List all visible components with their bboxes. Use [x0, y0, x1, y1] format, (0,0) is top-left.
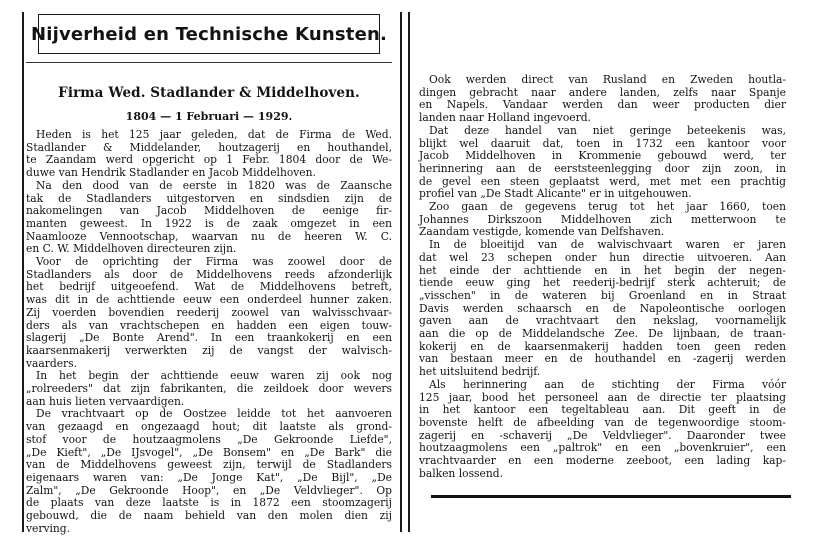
text-line: landen naar Holland ingevoerd.	[419, 111, 591, 125]
text-line: de gevel een steen geplaatst werd, met met een prachtig	[419, 174, 786, 188]
text-line: dat wel 23 schepen onder hun directie uitvoeren. Aan	[419, 250, 786, 264]
paragraph	[419, 125, 786, 201]
text-line: vaarders.	[26, 356, 78, 370]
text-line: in het kantoor een tegeltableau aan. Dit geeft in de	[419, 403, 786, 417]
text-line: houtzaagmolens een „paltrok" en een „bovenkruier", een	[419, 441, 786, 455]
text-line: nakomelingen van Jacob Middelhoven de eenige fir-	[26, 204, 392, 218]
text-line: de plaats van deze laatste is in 1872 een stoomzagerij	[26, 496, 392, 510]
text-line: vrachtvaarder en een moderne zeeboot, een lading kap-	[419, 454, 786, 468]
text-line: kokerij en de kaarsenmakerij hadden toen geen reden	[419, 339, 786, 353]
text-line: gaven aan de vrachtvaart den nekslag, voornamelijk	[419, 314, 786, 328]
article-title: Firma Wed. Stadlander & Middelhoven.	[58, 85, 360, 101]
column-divider-right	[408, 12, 410, 532]
text-line: duwe van Hendrik Stadlander en Jacob Middelhoven.	[26, 166, 316, 180]
text-line: „rolreeders" dat zijn fabrikanten, die zeildoek door wevers	[26, 382, 392, 396]
text-line: Als herinnering aan de stichting der Firma vóór	[429, 377, 786, 391]
text-line: Stadlanders als door de Middelhovens reeds afzonderlijk	[26, 267, 392, 281]
text-line: Voor de oprichting der Firma was zoowel door de	[36, 255, 392, 269]
text-line: van gezaagd en ongezaagd hout; dit laatste als grond-	[26, 420, 392, 434]
text-line: Zoo gaan de gegevens terug tot het jaar 1660, toen	[429, 200, 786, 214]
text-line: gebouwd, die de naam behield van den molen dien zij	[26, 509, 392, 523]
text-line: In het begin der achttiende eeuw waren zij ook nog	[36, 369, 392, 383]
dateline: 1804 — 1 Februari — 1929.	[125, 110, 293, 123]
header-divider	[26, 62, 392, 63]
text-line: „visschen" in de wateren bij Groenland en in Straat	[419, 288, 786, 302]
text-line: aan huis lieten vervaardigen.	[26, 394, 185, 408]
paragraph	[26, 370, 392, 408]
text-line: van bestaan meer en de houthandel en -zagerij werden	[419, 352, 786, 366]
text-line: Stadlander & Middelander, houtzagerij en houthandel,	[26, 140, 392, 154]
text-line: 125 jaar, bood het personeel aan de directie ter plaatsing	[419, 390, 786, 404]
left-column-border-left	[22, 12, 24, 532]
text-line: De vrachtvaart op de Oostzee leidde tot het aanvoeren	[36, 407, 392, 421]
text-line: het einde der achttiende en in het begin der negen-	[419, 263, 786, 277]
text-line: het uitsluitend bedrijf.	[419, 365, 541, 379]
text-line: Ook werden direct van Rusland en Zweden houtla-	[429, 73, 786, 86]
text-line: eigenaars waren van: „De Jonge Kat", „De Bijl", „De	[26, 470, 392, 484]
text-line: en Napels. Vandaar werden dan weer producten dier	[419, 98, 786, 112]
text-line: stof voor de houtzaagmolens „De Gekroonde Liefde",	[26, 432, 392, 446]
paragraph	[26, 256, 392, 370]
text-line: blijkt wel daaruit dat, toen in 1732 een kantoor voor	[419, 136, 786, 150]
text-line: In de bloeitijd van de walvischvaart waren er jaren	[429, 238, 786, 252]
paragraph	[26, 129, 392, 180]
text-line: slagerij „De Bonte Arend". In een traankokerij en een	[26, 331, 392, 345]
text-line: tak de Stadlanders uitgestorven en sindsdien zijn de	[26, 191, 392, 205]
text-line: verving.	[26, 521, 71, 535]
text-line: tiende eeuw ging het reederij-bedrijf sterk achteruit; de	[419, 276, 786, 290]
paragraph	[26, 180, 392, 256]
text-line: van de Middelhovens geweest zijn, terwijl de Stadlanders	[26, 458, 392, 472]
text-line: kaarsenmakerij verwerkten zij de vangst der walvisch-	[26, 343, 392, 357]
column-divider-left	[400, 12, 402, 532]
text-line: het bedrijf uitgeoefend. Wat de Middelhovens betreft,	[26, 280, 392, 294]
text-line: was dit in de achttiende eeuw een onderdeel hunner zaken.	[26, 293, 392, 307]
text-line: bovenste helft de afbeelding van de tegenwoordige stoom-	[419, 415, 786, 429]
paragraph	[419, 201, 786, 239]
left-article-body	[26, 129, 392, 536]
right-column	[419, 74, 786, 514]
text-line: Jacob Middelhoven in Krommenie gebouwd werd, ter	[419, 149, 786, 163]
text-line: Dat deze handel van niet geringe beteekenis was,	[429, 123, 786, 137]
text-line: Na den dood van de eerste in 1820 was de Zaansche	[36, 178, 392, 192]
text-line: balken lossend.	[419, 466, 503, 480]
text-line: dingen gebracht naar andere landen, zelfs naar Spanje	[419, 85, 786, 99]
section-title: Nijverheid en Technische Kunsten.	[38, 14, 380, 54]
text-line: „De Kieft", „De IJsvogel", „De Bonsem" en „De Bark" die	[26, 445, 392, 459]
text-line: te Zaandam werd opgericht op 1 Febr. 1804 door de We-	[26, 153, 392, 167]
text-line: Zaandam vestigde, komende van Delfshaven.	[419, 225, 665, 239]
paragraph	[26, 408, 392, 535]
text-line: zagerij en -schaverij „De Veldvlieger". Daaronder twee	[419, 428, 786, 442]
text-line: Zalm", „De Gekroonde Hoop", en „De Veldvlieger". Op	[26, 483, 392, 497]
text-line: en C. W. Middelhoven directeuren zijn.	[26, 242, 237, 256]
text-line: manten geweest. In 1922 is de zaak omgezet in een	[26, 216, 392, 230]
paragraph	[419, 74, 786, 125]
text-line: Johannes Dirkszoon Middelhoven zich metterwoon te	[419, 212, 786, 226]
text-line: aan die op de Middelandsche Zee. De lijnbaan, de traan-	[419, 327, 786, 341]
text-line: Heden is het 125 jaar geleden, dat de Firma de Wed.	[36, 128, 392, 141]
text-line: herinnering aan de eerststeenlegging door zijn zoon, in	[419, 161, 786, 175]
article-end-rule	[431, 495, 791, 498]
right-article-body	[419, 74, 786, 481]
text-line: profiel van „De Stadt Alicante" er in uitgehouwen.	[419, 187, 692, 201]
text-line: Naamlooze Vennootschap, waarvan nu de heeren W. C.	[26, 229, 392, 243]
paragraph	[419, 239, 786, 379]
text-line: Zij voerden bovendien reederij zoowel van walvisschvaar-	[26, 305, 392, 319]
paragraph	[419, 379, 786, 481]
text-line: ders als van vrachtschepen en hadden een eigen touw-	[26, 318, 392, 332]
left-column	[26, 14, 392, 535]
text-line: Davis werden schaarsch en de Napoleontische oorlogen	[419, 301, 786, 315]
